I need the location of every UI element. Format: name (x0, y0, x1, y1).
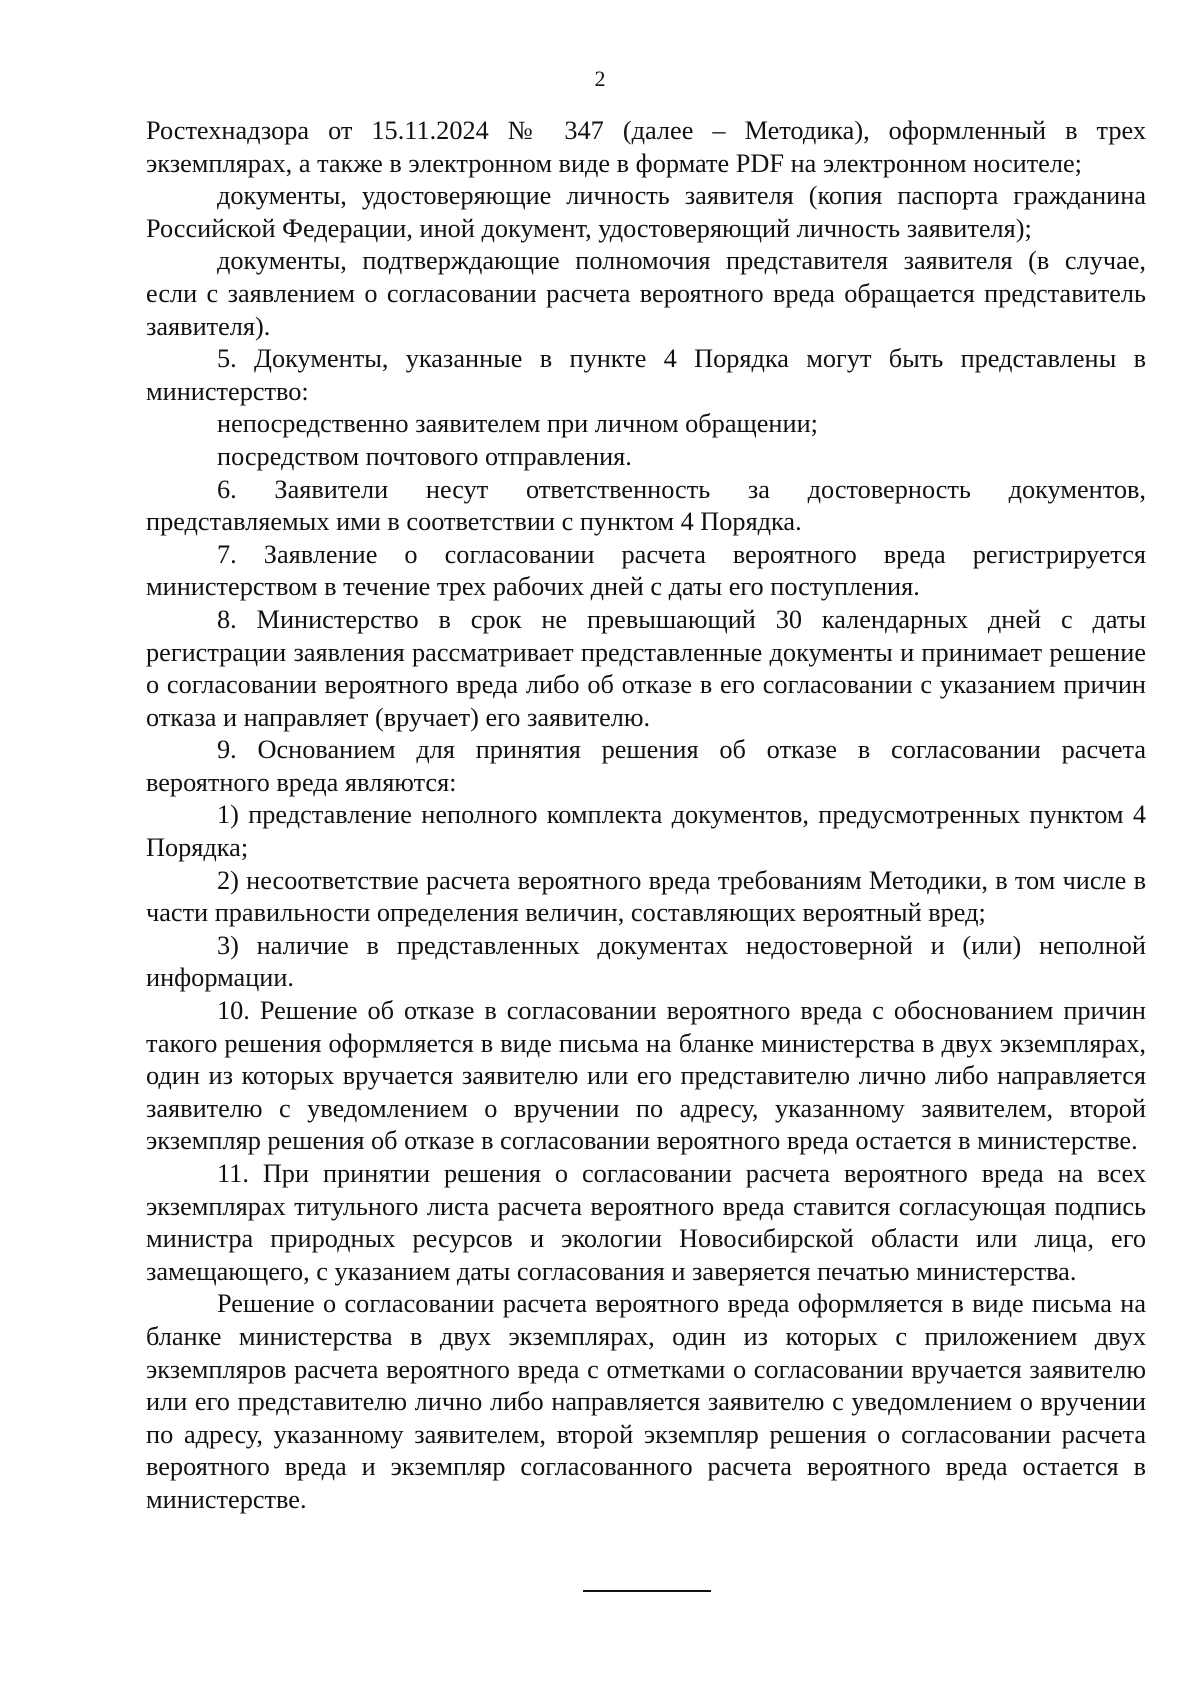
paragraph-continuation: Ростехнадзора от 15.11.2024 № 347 (далее – Методика), оформленный в трех экземплярах, а также в электронном виде в формате PDF на электронном носителе; (146, 116, 1146, 178)
paragraph-personal-submission: непосредственно заявителем при личном обращении; (217, 409, 818, 439)
paragraph-subitem-2: 2) несоответствие расчета вероятного вреда требованиям Методики, в том числе в части правильности определения величин, составляющих вероятный вред; (146, 865, 1146, 928)
end-of-document-rule (583, 1590, 711, 1592)
paragraph-subitem-3: 3) наличие в представленных документах недостоверной и (или) неполной информации. (146, 930, 1146, 993)
paragraph-item-10: 10. Решение об отказе в согласовании вероятного вреда с обоснованием причин такого решения оформляется в виде письма на бланке министерства в двух экземплярах, один из которых вручается заявителю или его представителю лично либо направляется заявителю с уведомлением о вручении по адресу, указанному заявителем, второй экземпляр решения об отказе в согласовании вероятного вреда остается в министерстве. (146, 996, 1146, 1156)
page-number: 2 (594, 66, 606, 91)
paragraph-item-5: 5. Документы, указанные в пункте 4 Порядка могут быть представлены в министерство: (146, 344, 1146, 406)
paragraph-identity-documents: документы, удостоверяющие личность заявителя (копия паспорта гражданина Российской Федерации, иной документ, удостоверяющий личность заявителя); (146, 181, 1146, 243)
paragraph-subitem-1: 1) представление неполного комплекта документов, предусмотренных пунктом 4 Порядка; (146, 800, 1146, 863)
paragraph-item-8: 8. Министерство в срок не превышающий 30 календарных дней с даты регистрации заявления рассматривает представленные документы и принимает решение о согласовании вероятного вреда либо об отказе в его согласовании с указанием причин отказа и направляет (вручает) его заявителю. (146, 604, 1146, 732)
paragraph-representative-documents: документы, подтверждающие полномочия представителя заявителя (в случае, если с заявлением о согласовании расчета вероятного вреда обращается представитель заявителя). (146, 246, 1146, 341)
paragraph-item-9: 9. Основанием для принятия решения об отказе в согласовании расчета вероятного вреда являются: (146, 735, 1146, 797)
paragraph-item-11: 11. При принятии решения о согласовании расчета вероятного вреда на всех экземплярах титульного листа расчета вероятного вреда ставится согласующая подпись министра природных ресурсов и экологии Новосибирской области или лица, его замещающего, с указанием даты согласования и заверяется печатью министерства. (146, 1159, 1146, 1286)
paragraph-item-7: 7. Заявление о согласовании расчета вероятного вреда регистрируется министерством в течение трех рабочих дней с даты его поступления. (146, 539, 1146, 602)
document-body (146, 115, 1146, 1517)
paragraph-postal-submission: посредством почтового отправления. (217, 441, 632, 471)
paragraph-item-6: 6. Заявители несут ответственность за достоверность документов, представляемых ими в соответствии с пунктом 4 Порядка. (146, 474, 1146, 537)
paragraph-approval-decision: Решение о согласовании расчета вероятного вреда оформляется в виде письма на бланке министерства в двух экземплярах, один из которых с приложением двух экземпляров расчета вероятного вреда с отметками о согласовании вручается заявителю или его представителю лично либо направляется заявителю с уведомлением о вручении по адресу, указанному заявителем, второй экземпляр решения о согласовании расчета вероятного вреда и экземпляр согласованного расчета вероятного вреда остается в министерстве. (146, 1289, 1146, 1514)
